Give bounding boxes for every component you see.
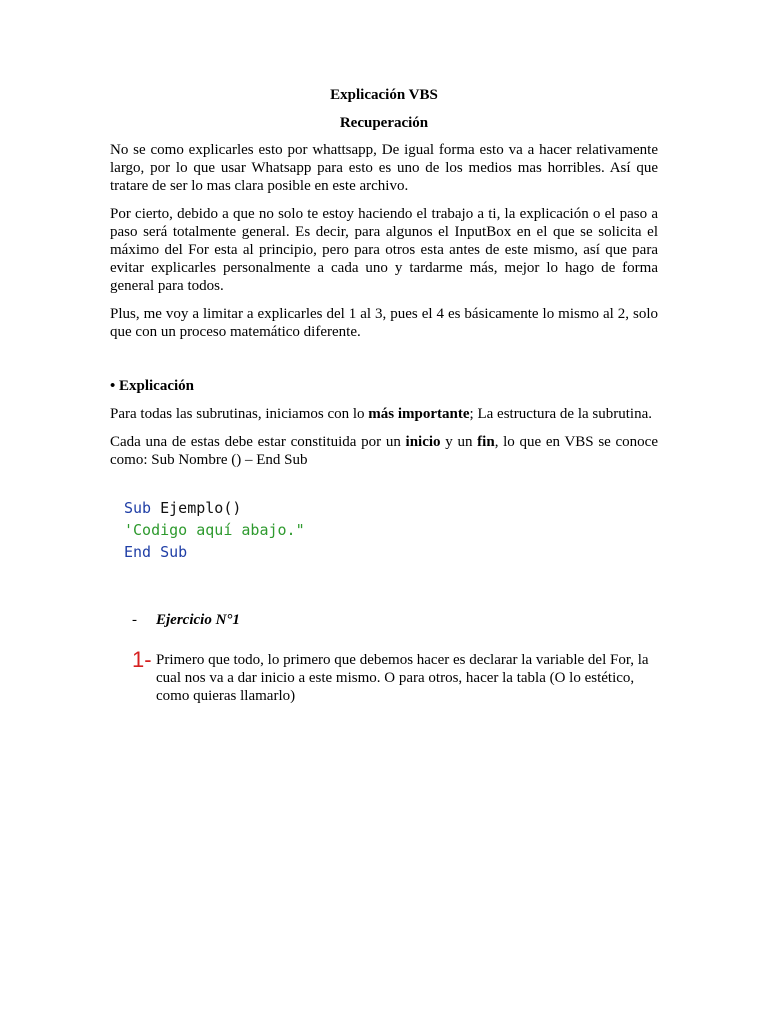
text-part: ; La estructura de la subrutina. [469,406,652,422]
step-number: 1- [132,647,152,672]
document-title: Explicación VBS [330,87,438,103]
text-part: Para todas las subrutinas, iniciamos con lo [110,406,369,422]
text-part: , lo que en VBS se conoce como: Sub Nombre () – End Sub [110,434,658,468]
section-heading: • Explicación [110,378,195,394]
exercise-heading [132,611,658,629]
text-part: y un [440,434,478,450]
paragraph-subroutines [110,405,658,423]
code-line-2: 'Codigo aquí abajo." [124,521,305,539]
document-subtitle: Recuperación [339,115,429,131]
exercise-label: Ejercicio N°1 [156,612,240,628]
code-keyword: Sub [124,499,152,517]
bold-text: inicio [405,434,441,450]
bold-text: fin [477,434,495,450]
document-page [110,86,658,705]
list-dash: - [132,612,137,628]
code-function-name: Ejemplo() [151,499,242,517]
bold-text: más importante [368,406,470,422]
paragraph-scope: Plus, me voy a limitar a explicarles del 1 al 3, pues el 4 es básicamente lo mismo al 2, solo que con un proceso matemático diferente. [110,306,658,340]
step-item [132,649,658,705]
code-line-3: End Sub [124,543,188,561]
code-line-1 [124,497,658,519]
text-part: Cada una de estas debe estar constituida por un [110,434,406,450]
step-text: Primero que todo, lo primero que debemos hacer es declarar la variable del For, la cual nos va a dar inicio a este mismo. O para otros, hacer la tabla (O lo estético, como quieras llamarlo) [156,652,649,704]
paragraph-structure [110,433,658,469]
paragraph-general: Por cierto, debido a que no solo te estoy haciendo el trabajo a ti, la explicación o el paso a paso será totalmente general. Es decir, para algunos el InputBox en el que se solicita el máximo del For esta al principio, pero para otros esta antes de este mismo, así que para evitar explicarles personalmente a cada uno y tardarme más, mejor lo hago de forma general para todos. [110,206,658,294]
paragraph-intro: No se como explicarles esto por whattsapp, De igual forma esto va a hacer relativamente largo, por lo que usar Whatsapp para esto es uno de los medios mas horribles. Así que tratare de ser lo mas clara posible en este archivo. [110,142,658,194]
code-sample [124,497,658,563]
